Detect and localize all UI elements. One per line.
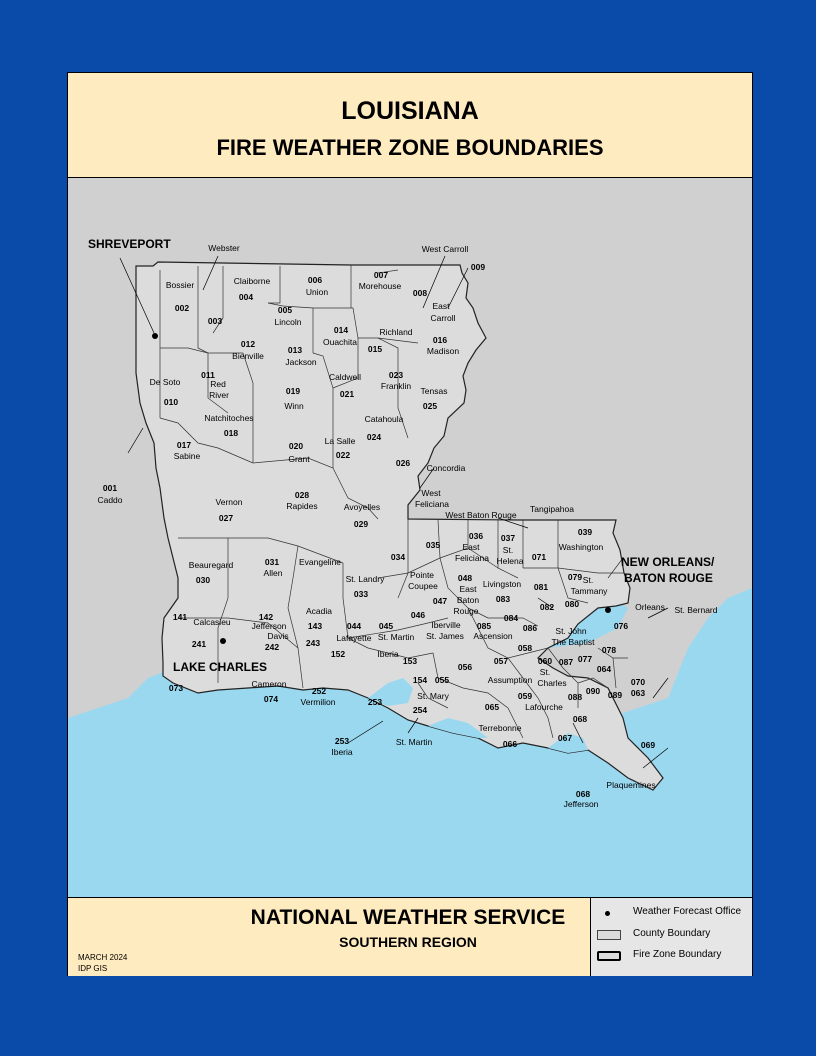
map-label-z243: 243 xyxy=(305,638,321,648)
map-label-z064: 064 xyxy=(596,664,612,674)
map-label-z012: 012 xyxy=(240,339,256,349)
map-label-z010: 010 xyxy=(163,397,179,407)
map-label-st-charles-2: Charles xyxy=(537,678,567,688)
new-orleans-label-2: BATON ROUGE xyxy=(624,571,713,585)
map-label-richland: Richland xyxy=(379,327,413,337)
map-label-rouge: Rouge xyxy=(453,606,479,616)
louisiana-map xyxy=(68,178,752,897)
map-label-z019: 019 xyxy=(285,386,301,396)
map-label-z067: 067 xyxy=(557,733,573,743)
map-label-franklin: Franklin xyxy=(380,381,412,391)
map-label-claiborne: Claiborne xyxy=(233,276,271,286)
map-label-z009: 009 xyxy=(470,262,486,272)
shreveport-office-dot xyxy=(152,333,158,339)
map-label-z253: 253 xyxy=(367,697,383,707)
map-label-z007: 007 xyxy=(373,270,389,280)
map-label-jackson: Jackson xyxy=(285,357,317,367)
map-label-z068: 068 xyxy=(572,714,588,724)
map-label-z036: 036 xyxy=(468,531,484,541)
map-label-feliciana: Feliciana xyxy=(414,499,450,509)
map-label-iberia2: Iberia xyxy=(331,747,353,757)
map-label-carroll: Carroll xyxy=(430,313,456,323)
map-label-z034: 034 xyxy=(390,552,406,562)
map-label-west-baton-rouge: West Baton Rouge xyxy=(445,510,517,520)
map-label-st-john-2: The Baptist xyxy=(551,637,595,647)
map-label-z058: 058 xyxy=(517,643,533,653)
map-label-st-tam: St. xyxy=(582,575,594,585)
agency-name: NATIONAL WEATHER SERVICE xyxy=(250,906,566,929)
map-label-st-bernard: St. Bernard xyxy=(674,605,718,615)
footer-panel xyxy=(68,897,752,976)
map-label-z005: 005 xyxy=(277,305,293,315)
map-label-beauregard: Beauregard xyxy=(188,560,234,570)
map-label-z083: 083 xyxy=(495,594,511,604)
map-label-jefferson-davis-1: Jefferson xyxy=(251,621,287,631)
map-label-z003: 003 xyxy=(207,316,223,326)
map-label-tangipahoa: Tangipahoa xyxy=(530,504,574,514)
map-label-z076: 076 xyxy=(613,621,629,631)
map-label-coupee: Coupee xyxy=(408,581,438,591)
map-label-z016: 016 xyxy=(432,335,448,345)
map-label-st-martin2: St. Martin xyxy=(395,737,433,747)
map-label-tammany: Tammany xyxy=(570,586,608,596)
map-label-river: River xyxy=(209,390,229,400)
map-label-st: St. xyxy=(502,545,514,555)
map-label-z074: 074 xyxy=(263,694,279,704)
map-label-east2: East xyxy=(462,542,480,552)
map-label-st-landry: St. Landry xyxy=(345,574,385,584)
map-label-ouachita: Ouachita xyxy=(322,337,358,347)
map-label-z017: 017 xyxy=(176,440,192,450)
map-label-z057: 057 xyxy=(493,656,509,666)
map-label-z078: 078 xyxy=(601,645,617,655)
map-label-west: West xyxy=(421,488,441,498)
map-label-lincoln: Lincoln xyxy=(274,317,302,327)
map-label-z069: 069 xyxy=(640,740,656,750)
map-label-z047: 047 xyxy=(432,596,448,606)
map-label-jefferson-davis-2: Davis xyxy=(267,631,289,641)
map-label-z080: 080 xyxy=(564,599,580,609)
map-label-caddo: Caddo xyxy=(97,495,123,505)
map-label-west-carroll: West Carroll xyxy=(421,244,469,254)
map-label-z026: 026 xyxy=(395,458,411,468)
map-label-z242: 242 xyxy=(264,642,280,652)
map-label-acadia: Acadia xyxy=(306,606,332,616)
map-label-z077: 077 xyxy=(577,654,593,664)
map-label-assumption: Assumption xyxy=(487,675,533,685)
map-label-z088: 088 xyxy=(567,692,583,702)
map-label-baton: Baton xyxy=(456,595,480,605)
map-label-orleans: Orleans xyxy=(635,602,665,612)
map-label-z066: 066 xyxy=(502,739,518,749)
map-label-z087: 087 xyxy=(558,657,574,667)
map-label-lasalle: La Salle xyxy=(324,436,356,446)
map-label-z079: 079 xyxy=(567,572,583,582)
map-title: LOUISIANA xyxy=(341,97,479,125)
map-label-z046: 046 xyxy=(410,610,426,620)
map-label-cameron: Cameron xyxy=(251,679,287,689)
map-label-z045: 045 xyxy=(378,621,394,631)
new-orleans-label-1: NEW ORLEANS/ xyxy=(621,555,715,569)
map-label-z142: 142 xyxy=(258,612,274,622)
map-label-z090: 090 xyxy=(585,686,601,696)
map-label-caldwell: Caldwell xyxy=(328,372,362,382)
map-label-z031: 031 xyxy=(264,557,280,567)
map-label-z070: 070 xyxy=(630,677,646,687)
map-label-iberville: Iberville xyxy=(431,620,461,630)
legend-county-label: County Boundary xyxy=(633,928,711,939)
map-label-z013: 013 xyxy=(287,345,303,355)
map-label-z027: 027 xyxy=(218,513,234,523)
county-boundary-swatch xyxy=(597,930,621,940)
map-label-east3: East xyxy=(459,584,477,594)
map-label-z035: 035 xyxy=(425,540,441,550)
map-label-ascension: Ascension xyxy=(473,631,513,641)
map-label-iberia: Iberia xyxy=(377,649,399,659)
map-label-z060: 060 xyxy=(537,656,553,666)
map-label-st-james: St. James xyxy=(426,631,464,641)
map-label-lafourche: Lafourche xyxy=(525,702,563,712)
map-label-z056: 056 xyxy=(457,662,473,672)
map-label-z153: 153 xyxy=(402,656,418,666)
zone-boundary-swatch xyxy=(597,951,621,961)
map-label-livingston: Livingston xyxy=(482,579,522,589)
map-label-catahoula: Catahoula xyxy=(364,414,404,424)
map-label-z085: 085 xyxy=(476,621,492,631)
map-panel xyxy=(68,178,752,897)
map-label-z065: 065 xyxy=(484,702,500,712)
map-label-lafayette: Lafayette xyxy=(336,633,372,643)
map-label-rapides: Rapides xyxy=(286,501,318,511)
map-label-z253b: 253 xyxy=(334,736,350,746)
map-label-z008: 008 xyxy=(412,288,428,298)
map-label-z023: 023 xyxy=(388,370,404,380)
map-label-z018: 018 xyxy=(223,428,239,438)
map-label-z029: 029 xyxy=(353,519,369,529)
map-label-natchitoches: Natchitoches xyxy=(204,413,254,423)
map-label-vermilion: Vermilion xyxy=(300,697,336,707)
map-subtitle: FIRE WEATHER ZONE BOUNDARIES xyxy=(216,135,604,160)
map-label-st-john-1: St. John xyxy=(555,626,587,636)
region-name: SOUTHERN REGION xyxy=(339,934,477,950)
map-label-z037: 037 xyxy=(500,533,516,543)
map-label-st-charles-1: St. xyxy=(539,667,551,677)
map-label-z089: 089 xyxy=(607,690,623,700)
lake-charles-label: LAKE CHARLES xyxy=(173,660,268,674)
office-dot-icon xyxy=(605,911,610,916)
shreveport-label: SHREVEPORT xyxy=(88,237,171,251)
map-label-z024: 024 xyxy=(366,432,382,442)
map-label-vernon: Vernon xyxy=(215,497,243,507)
map-label-z252: 252 xyxy=(311,686,327,696)
map-label-avoyelles: Avoyelles xyxy=(343,502,381,512)
map-label-z059: 059 xyxy=(517,691,533,701)
map-label-sabine: Sabine xyxy=(173,451,201,461)
map-sheet xyxy=(67,72,753,976)
map-label-jefferson: Jefferson xyxy=(563,799,599,809)
map-label-z044: 044 xyxy=(346,621,362,631)
map-label-z004: 004 xyxy=(238,292,254,302)
map-label-z014: 014 xyxy=(333,325,349,335)
map-label-st-martin: St. Martin xyxy=(377,632,415,642)
map-label-z015: 015 xyxy=(367,344,383,354)
map-label-z086: 086 xyxy=(522,623,538,633)
map-label-z254: 254 xyxy=(412,705,428,715)
map-label-desoto: De Soto xyxy=(149,377,181,387)
map-label-morehouse: Morehouse xyxy=(358,281,402,291)
map-label-st-mary: St. Mary xyxy=(417,691,449,701)
map-label-evangeline: Evangeline xyxy=(298,557,342,567)
map-label-feliciana2: Feliciana xyxy=(454,553,490,563)
map-label-union: Union xyxy=(305,287,329,297)
map-label-z021: 021 xyxy=(339,389,355,399)
map-label-z084: 084 xyxy=(503,613,519,623)
map-label-plaquemines: Plaquemines xyxy=(606,780,656,790)
producing-org: IDP GIS xyxy=(78,964,108,973)
map-label-z002: 002 xyxy=(174,303,190,313)
map-label-z141: 141 xyxy=(172,612,188,622)
publication-date: MARCH 2024 xyxy=(78,953,128,962)
map-label-z154: 154 xyxy=(412,675,428,685)
lake-charles-office-dot xyxy=(220,638,226,644)
map-label-grant: Grant xyxy=(288,454,310,464)
title-panel xyxy=(68,73,752,178)
map-label-z063: 063 xyxy=(630,688,646,698)
map-label-z081: 081 xyxy=(533,582,549,592)
legend-zone-label: Fire Zone Boundary xyxy=(633,949,722,960)
map-label-madison: Madison xyxy=(426,346,460,356)
map-label-bienville: Bienville xyxy=(232,351,264,361)
map-label-z055: 055 xyxy=(434,675,450,685)
legend xyxy=(590,898,752,976)
map-label-z022: 022 xyxy=(335,450,351,460)
map-label-z082: 082 xyxy=(539,602,555,612)
map-label-z001: 001 xyxy=(102,483,118,493)
map-label-z033: 033 xyxy=(353,589,369,599)
map-label-helena: Helena xyxy=(496,556,524,566)
map-label-z039: 039 xyxy=(577,527,593,537)
map-label-z025: 025 xyxy=(422,401,438,411)
map-label-z020: 020 xyxy=(288,441,304,451)
map-label-calcasieu: Calcasieu xyxy=(193,617,231,627)
map-label-allen: Allen xyxy=(263,568,283,578)
map-label-east: East xyxy=(432,301,450,311)
new-orleans-office-dot xyxy=(605,607,611,613)
map-label-bossier: Bossier xyxy=(165,280,195,290)
map-label-z241: 241 xyxy=(191,639,207,649)
map-label-z028: 028 xyxy=(294,490,310,500)
map-label-webster: Webster xyxy=(208,243,240,253)
map-label-z152: 152 xyxy=(330,649,346,659)
map-label-z030: 030 xyxy=(195,575,211,585)
map-label-z071: 071 xyxy=(531,552,547,562)
map-label-z011: 011 xyxy=(201,370,215,380)
map-label-z006: 006 xyxy=(307,275,323,285)
map-label-z048: 048 xyxy=(457,573,473,583)
map-label-washington: Washington xyxy=(558,542,604,552)
map-label-tensas: Tensas xyxy=(420,386,448,396)
map-label-winn: Winn xyxy=(284,401,304,411)
legend-office-label: Weather Forecast Office xyxy=(633,906,742,917)
map-label-z068b: 068 xyxy=(575,789,591,799)
map-label-red: Red xyxy=(210,379,226,389)
map-label-z073: 073 xyxy=(168,683,184,693)
map-label-pointe: Pointe xyxy=(409,570,435,580)
map-label-z143: 143 xyxy=(307,621,323,631)
map-label-terrebonne: Terrebonne xyxy=(478,723,522,733)
map-label-concordia: Concordia xyxy=(426,463,466,473)
